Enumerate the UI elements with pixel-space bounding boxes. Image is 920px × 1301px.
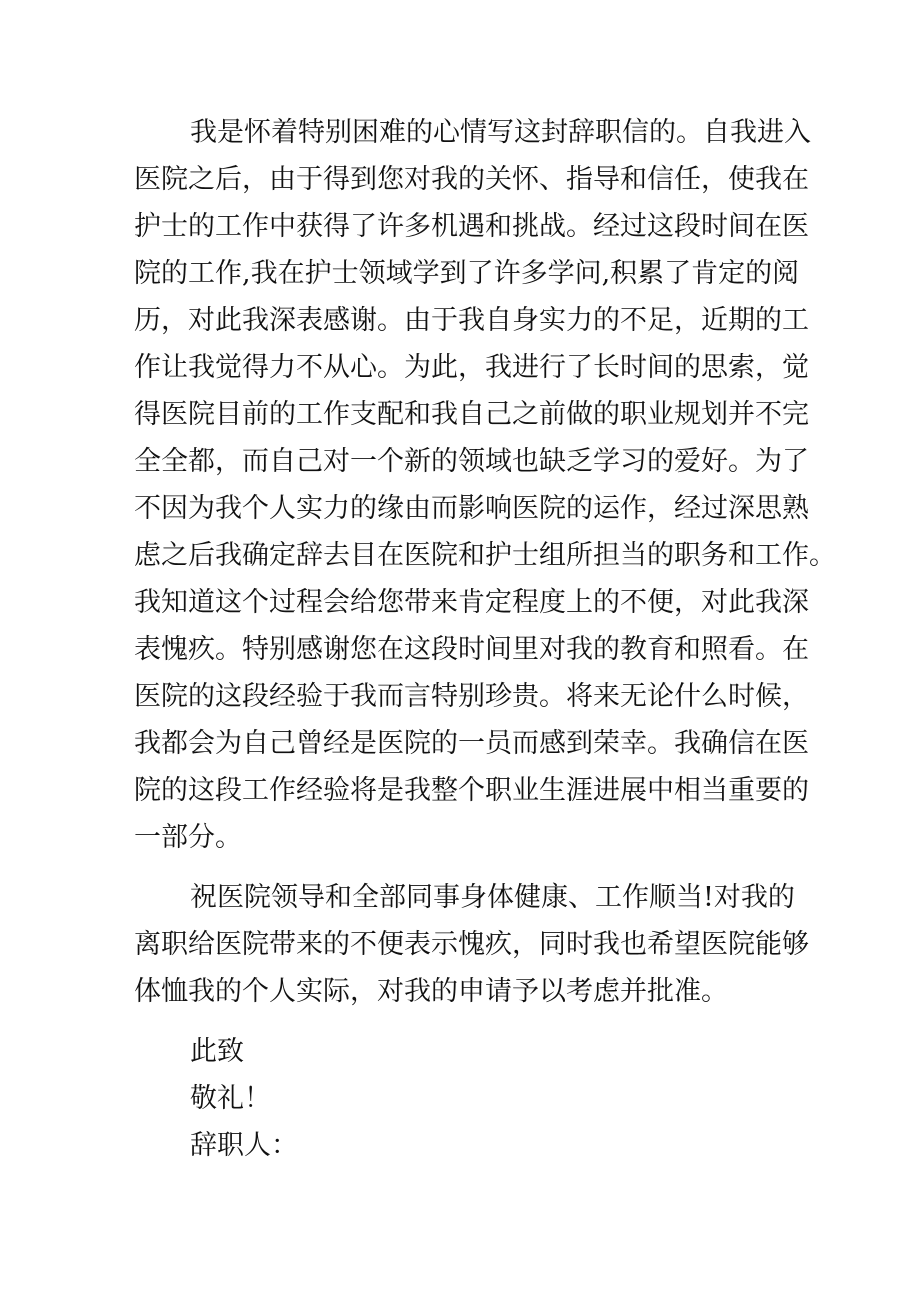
signature-line: 辞职人： xyxy=(190,1130,298,1161)
paragraph-line: 全全都，而自己对一个新的领域也缺乏学习的爱好。为了 xyxy=(134,446,809,477)
paragraph-line: 历，对此我深表感谢。由于我自身实力的不足，近期的工 xyxy=(134,305,809,336)
closing-line: 此致 xyxy=(190,1036,244,1067)
paragraph-line: 不因为我个人实力的缘由而影响医院的运作，经过深思熟 xyxy=(134,493,809,524)
paragraph-line: 院的工作,我在护士领域学到了许多学问,积累了肯定的阅 xyxy=(134,258,800,289)
salute-line: 敬礼！ xyxy=(190,1083,271,1114)
paragraph-line: 我知道这个过程会给您带来肯定程度上的不便，对此我深 xyxy=(134,587,809,618)
paragraph-line: 我都会为自己曾经是医院的一员而感到荣幸。我确信在医 xyxy=(134,728,809,759)
paragraph-line: 我是怀着特别困难的心情写这封辞职信的。自我进入 xyxy=(190,117,811,148)
paragraph-line: 体恤我的个人实际，对我的申请予以考虑并批准。 xyxy=(134,976,728,1007)
paragraph-line: 祝医院领导和全部同事身体健康、工作顺当!对我的 xyxy=(190,882,795,913)
paragraph-line: 表愧疚。特别感谢您在这段时间里对我的教育和照看。在 xyxy=(134,634,809,665)
paragraph-line: 得医院目前的工作支配和我自己之前做的职业规划并不完 xyxy=(134,399,809,430)
paragraph-line: 医院之后，由于得到您对我的关怀、指导和信任，使我在 xyxy=(134,164,809,195)
paragraph-line: 作让我觉得力不从心。为此，我进行了长时间的思索，觉 xyxy=(134,352,809,383)
paragraph-line: 医院的这段经验于我而言特别珍贵。将来无论什么时候， xyxy=(134,681,809,712)
paragraph-line: 离职给医院带来的不便表示愧疚，同时我也希望医院能够 xyxy=(134,929,809,960)
paragraph-line: 一部分。 xyxy=(134,822,242,853)
paragraph-line: 虑之后我确定辞去目在医院和护士组所担当的职务和工作。 xyxy=(134,540,836,571)
paragraph-line: 护士的工作中获得了许多机遇和挑战。经过这段时间在医 xyxy=(134,211,809,242)
paragraph-line: 院的这段工作经验将是我整个职业生涯进展中相当重要的 xyxy=(134,775,809,806)
